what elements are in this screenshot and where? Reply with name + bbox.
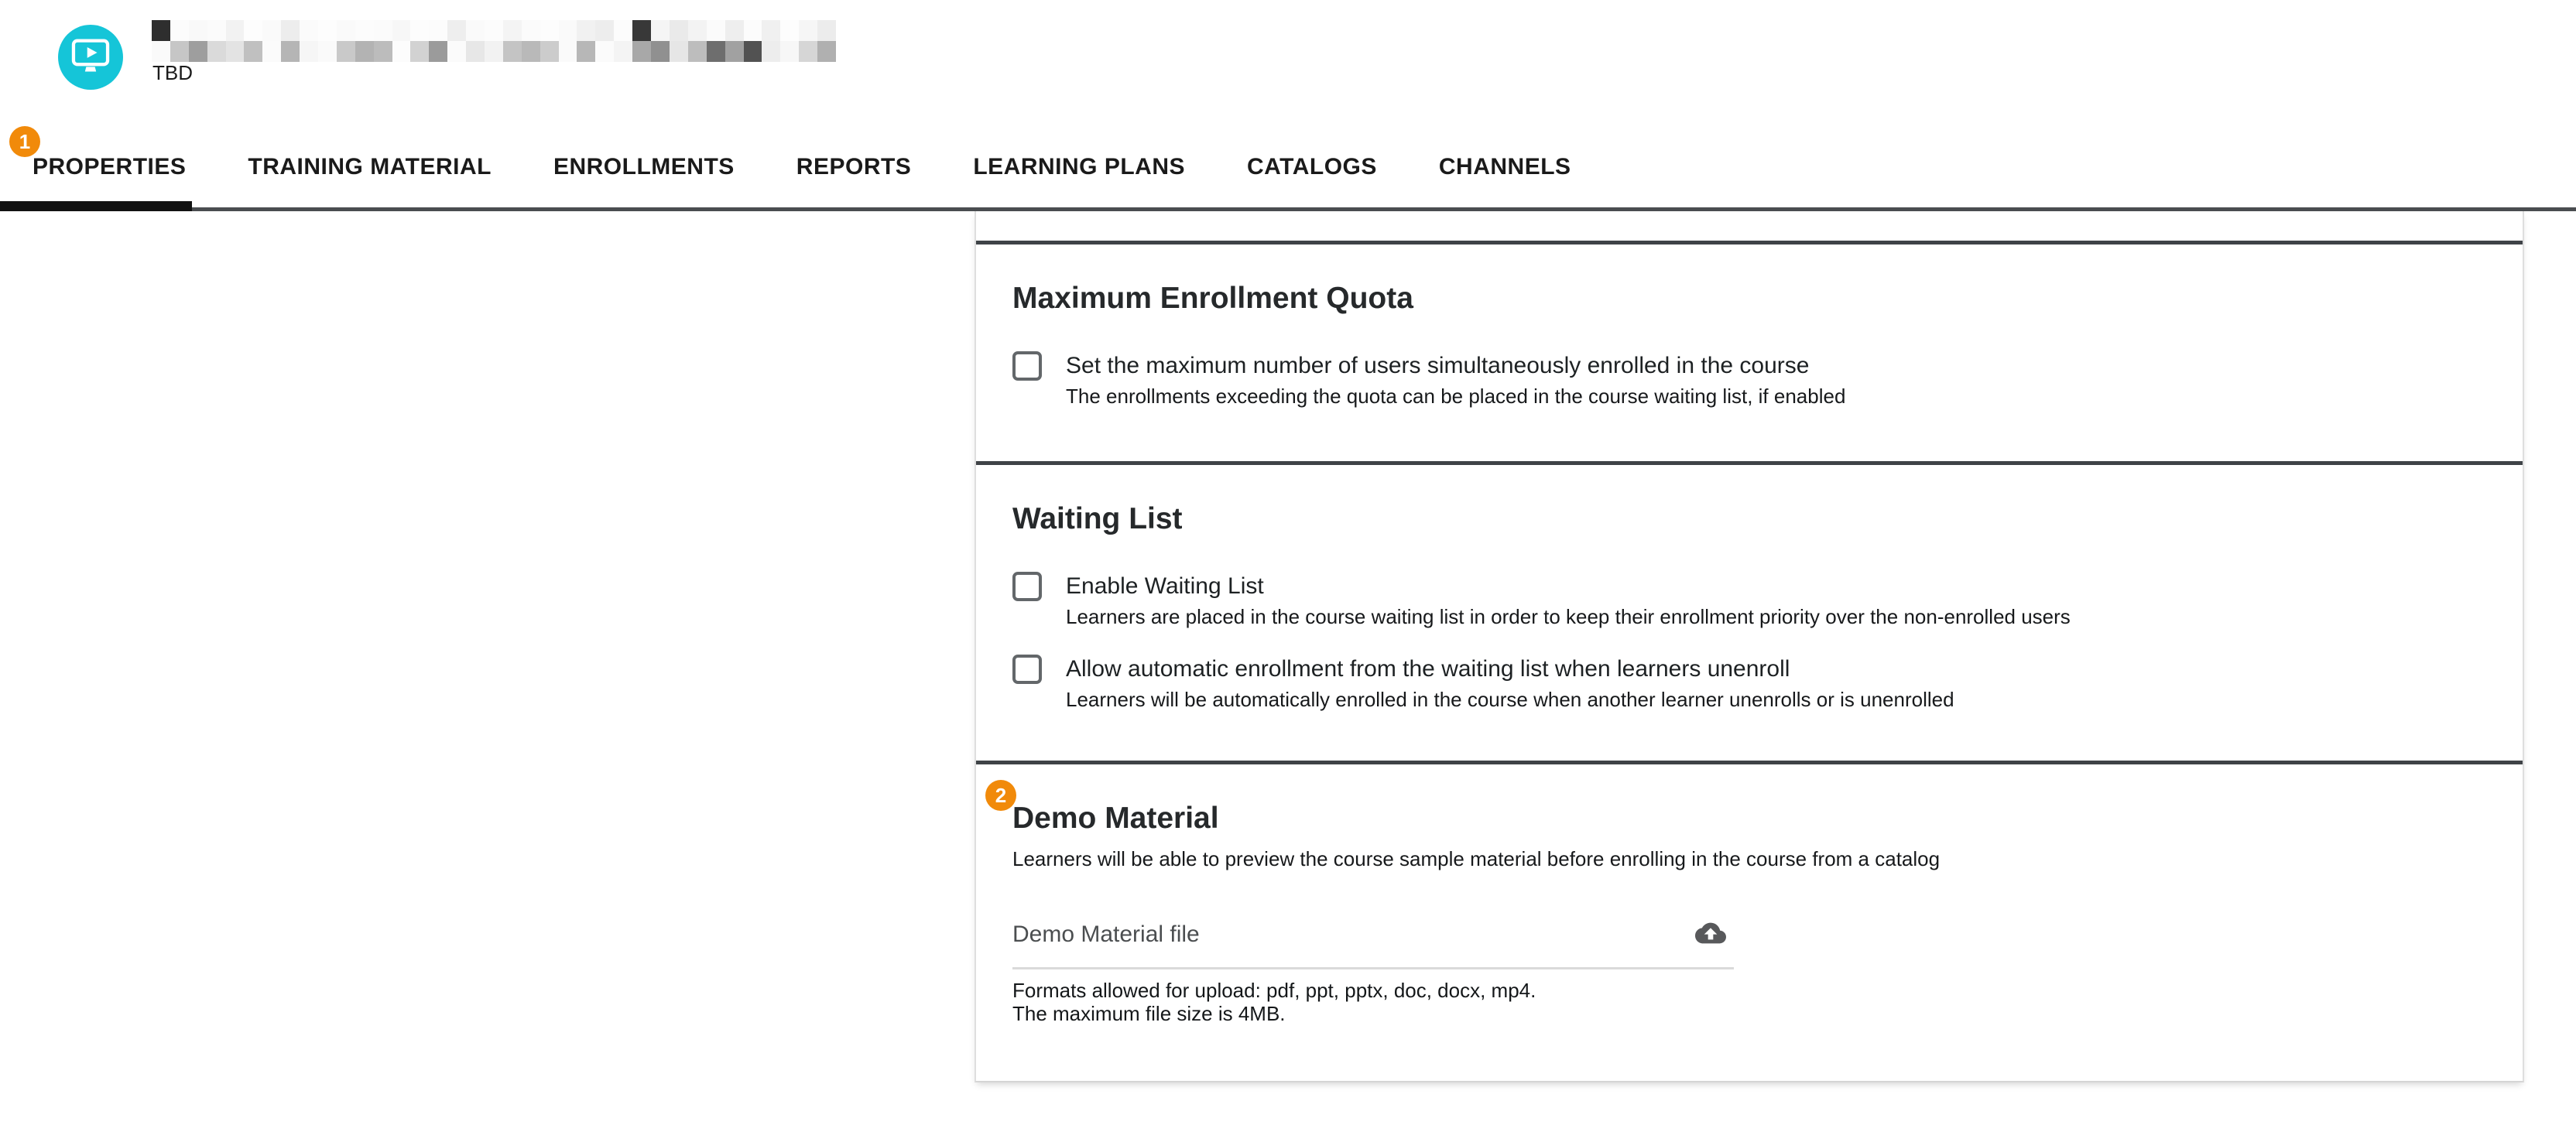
course-header [0, 0, 2576, 115]
course-logo [58, 25, 123, 90]
tab-bar [0, 115, 2576, 211]
upload-size-hint: The maximum file size is 4MB. [1012, 1002, 1286, 1025]
checkbox-row [1012, 655, 2486, 711]
upload-formats-hint: Formats allowed for upload: pdf, ppt, pptx, doc, docx, mp4. [1012, 979, 1536, 1002]
demo-material-file-field[interactable] [1012, 919, 1734, 969]
demo-material-step-badge: 2 [985, 780, 1016, 811]
upload-button[interactable] [1692, 919, 1729, 950]
checkbox-row [1012, 572, 2486, 628]
section-waiting-list [976, 465, 2523, 761]
tab-channels[interactable]: CHANNELS [1438, 154, 1571, 180]
checkbox-label: Enable Waiting List [1066, 573, 1264, 599]
section-title: Waiting List [1012, 502, 1183, 535]
checkbox-row [1012, 351, 2486, 408]
section-demo-material [976, 764, 2523, 1082]
auto-enrollment-checkbox[interactable] [1012, 655, 1042, 684]
section-max-enrollment-quota [976, 244, 2523, 461]
tab-learning-plans[interactable]: LEARNING PLANS [973, 154, 1186, 180]
checkbox-description: The enrollments exceeding the quota can be placed in the course waiting list, if enabled [1066, 385, 1846, 408]
settings-card [975, 211, 2524, 1082]
redacted-course-title [152, 20, 836, 62]
tab-properties[interactable]: PROPERTIES [33, 154, 187, 180]
section-title: Maximum Enrollment Quota [1012, 282, 1413, 315]
checkbox-description: Learners will be automatically enrolled in the course when another learner unenrolls or is unenrolled [1066, 688, 1954, 711]
section-title: Demo Material [1012, 802, 1219, 835]
cloud-upload-icon [1692, 918, 1729, 952]
tab-enrollments[interactable]: ENROLLMENTS [553, 154, 735, 180]
file-field-label: Demo Material file [1012, 921, 1200, 947]
checkbox-label: Set the maximum number of users simultaneously enrolled in the course [1066, 353, 1810, 378]
scrolled-section-remainder [976, 211, 2523, 241]
video-course-icon [70, 36, 111, 79]
tab-reports[interactable]: REPORTS [796, 154, 912, 180]
checkbox-label: Allow automatic enrollment from the waiting list when learners unenroll [1066, 656, 1790, 682]
course-subtitle: TBD [152, 61, 193, 84]
checkbox-description: Learners are placed in the course waiting list in order to keep their enrollment priority over the non-enrolled users [1066, 605, 2071, 628]
properties-step-badge: 1 [9, 126, 40, 157]
active-tab-indicator [0, 201, 192, 211]
enable-waiting-list-checkbox[interactable] [1012, 572, 1042, 601]
tab-catalogs[interactable]: CATALOGS [1247, 154, 1377, 180]
tab-training-material[interactable]: TRAINING MATERIAL [248, 154, 492, 180]
upload-hints [1012, 979, 2486, 1025]
max-quota-checkbox[interactable] [1012, 351, 1042, 381]
section-description: Learners will be able to preview the course sample material before enrolling in the course from a catalog [1012, 847, 1941, 870]
